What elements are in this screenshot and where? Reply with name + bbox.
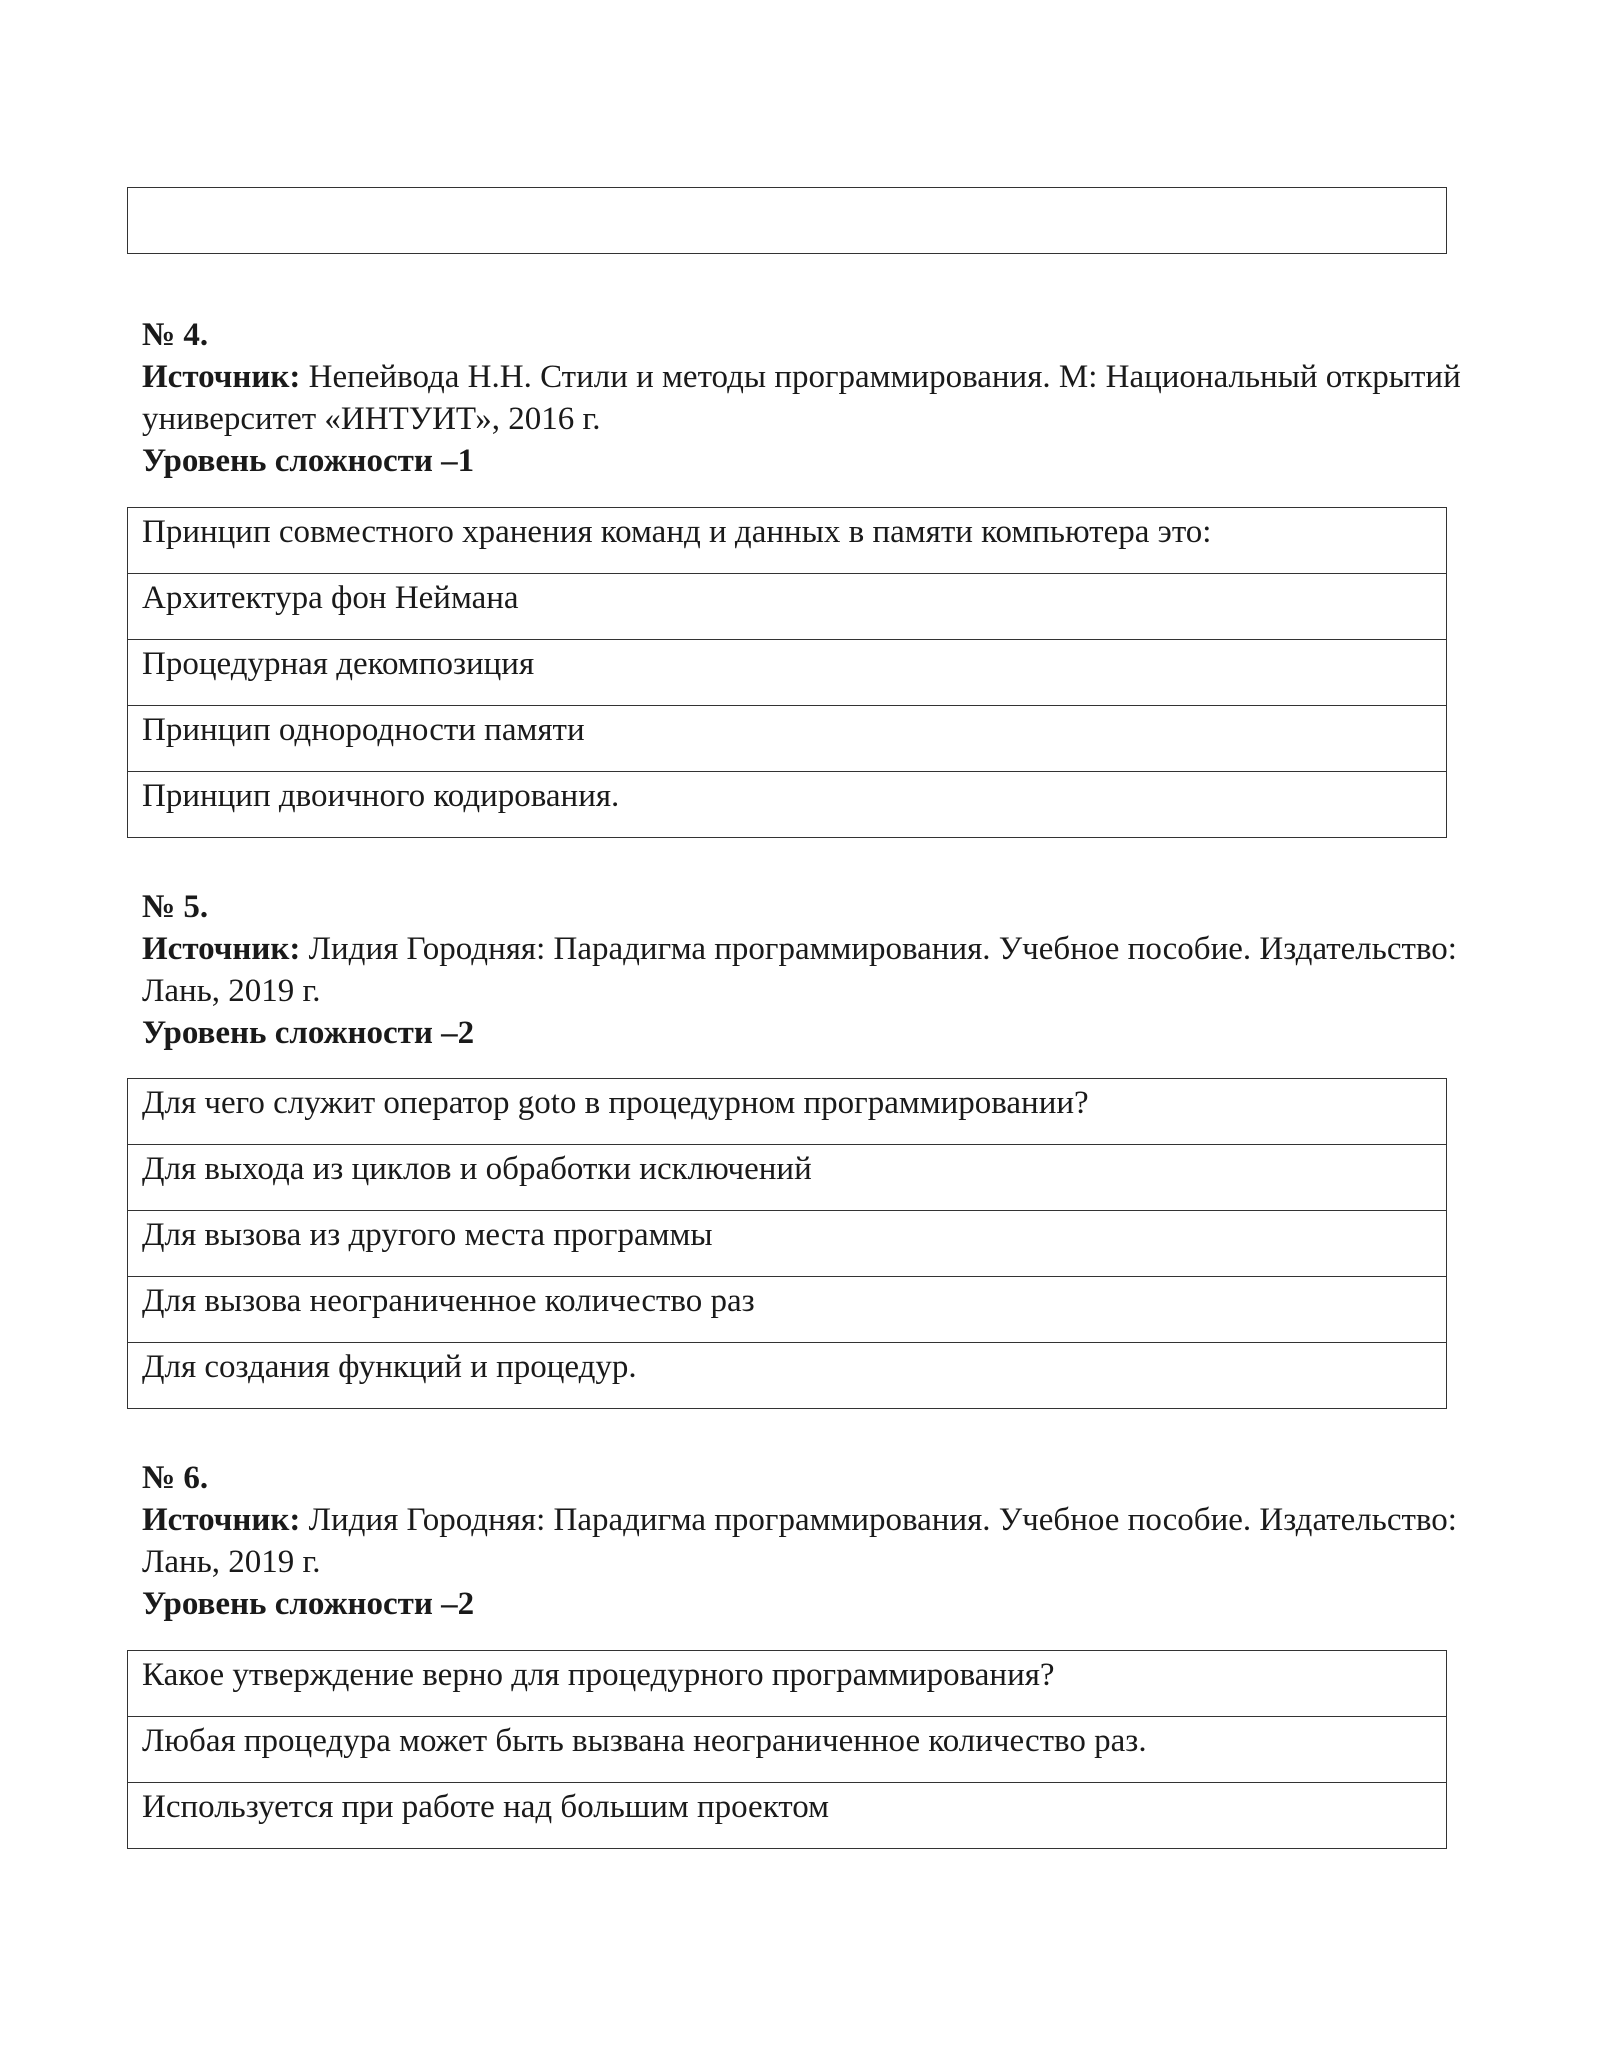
source-text: Лидия Городняя: Парадигма программирования. Учебное пособие. Издательство: Лань, 2019 г. bbox=[142, 1502, 1457, 1580]
difficulty-level: Уровень сложности –2 bbox=[142, 1586, 475, 1622]
question-4-table bbox=[127, 507, 1447, 838]
question-text: Какое утверждение верно для процедурного программирования? bbox=[128, 1651, 1447, 1717]
question-text: Для чего служит оператор goto в процедурном программировании? bbox=[128, 1079, 1447, 1145]
answer-option: Принцип двоичного кодирования. bbox=[128, 772, 1447, 838]
source-text: Непейвода Н.Н. Стили и методы программирования. М: Национальный открытий университет «ИНТУИТ», 2016 г. bbox=[142, 359, 1461, 437]
source-label: Источник: bbox=[142, 1502, 301, 1538]
table-row bbox=[128, 1145, 1447, 1211]
table-row bbox=[128, 772, 1447, 838]
table-row bbox=[128, 640, 1447, 706]
table-row bbox=[128, 574, 1447, 640]
table-cell bbox=[128, 188, 1447, 254]
table-row bbox=[128, 1211, 1447, 1277]
question-6-table bbox=[127, 1650, 1447, 1849]
difficulty-level: Уровень сложности –2 bbox=[142, 1015, 475, 1051]
table-row bbox=[128, 1651, 1447, 1717]
answer-option: Любая процедура может быть вызвана неограниченное количество раз. bbox=[128, 1717, 1447, 1783]
answer-option: Процедурная декомпозиция bbox=[128, 640, 1447, 706]
answer-option: Для выхода из циклов и обработки исключений bbox=[128, 1145, 1447, 1211]
question-5-header bbox=[142, 886, 1462, 1054]
answer-option: Используется при работе над большим проектом bbox=[128, 1783, 1447, 1849]
source-label: Источник: bbox=[142, 359, 301, 395]
table-row bbox=[128, 1277, 1447, 1343]
answer-option: Принцип однородности памяти bbox=[128, 706, 1447, 772]
table-row bbox=[128, 1717, 1447, 1783]
question-source bbox=[142, 1499, 1462, 1583]
question-number: № 6. bbox=[142, 1460, 209, 1496]
question-4-header bbox=[142, 314, 1462, 482]
table-row bbox=[128, 1343, 1447, 1409]
empty-table bbox=[127, 187, 1447, 254]
question-source bbox=[142, 928, 1462, 1012]
table-row bbox=[128, 508, 1447, 574]
answer-option: Архитектура фон Неймана bbox=[128, 574, 1447, 640]
source-text: Лидия Городняя: Парадигма программирования. Учебное пособие. Издательство: Лань, 2019 г. bbox=[142, 931, 1457, 1009]
answer-option: Для вызова из другого места программы bbox=[128, 1211, 1447, 1277]
table-row bbox=[128, 706, 1447, 772]
table-row bbox=[128, 188, 1447, 254]
question-number: № 5. bbox=[142, 889, 209, 925]
question-5-table bbox=[127, 1078, 1447, 1409]
question-text: Принцип совместного хранения команд и данных в памяти компьютера это: bbox=[128, 508, 1447, 574]
difficulty-level: Уровень сложности –1 bbox=[142, 443, 475, 479]
source-label: Источник: bbox=[142, 931, 301, 967]
question-6-header bbox=[142, 1457, 1462, 1625]
question-source bbox=[142, 356, 1462, 440]
table-row bbox=[128, 1079, 1447, 1145]
question-number: № 4. bbox=[142, 317, 209, 353]
answer-option: Для создания функций и процедур. bbox=[128, 1343, 1447, 1409]
answer-option: Для вызова неограниченное количество раз bbox=[128, 1277, 1447, 1343]
table-row bbox=[128, 1783, 1447, 1849]
